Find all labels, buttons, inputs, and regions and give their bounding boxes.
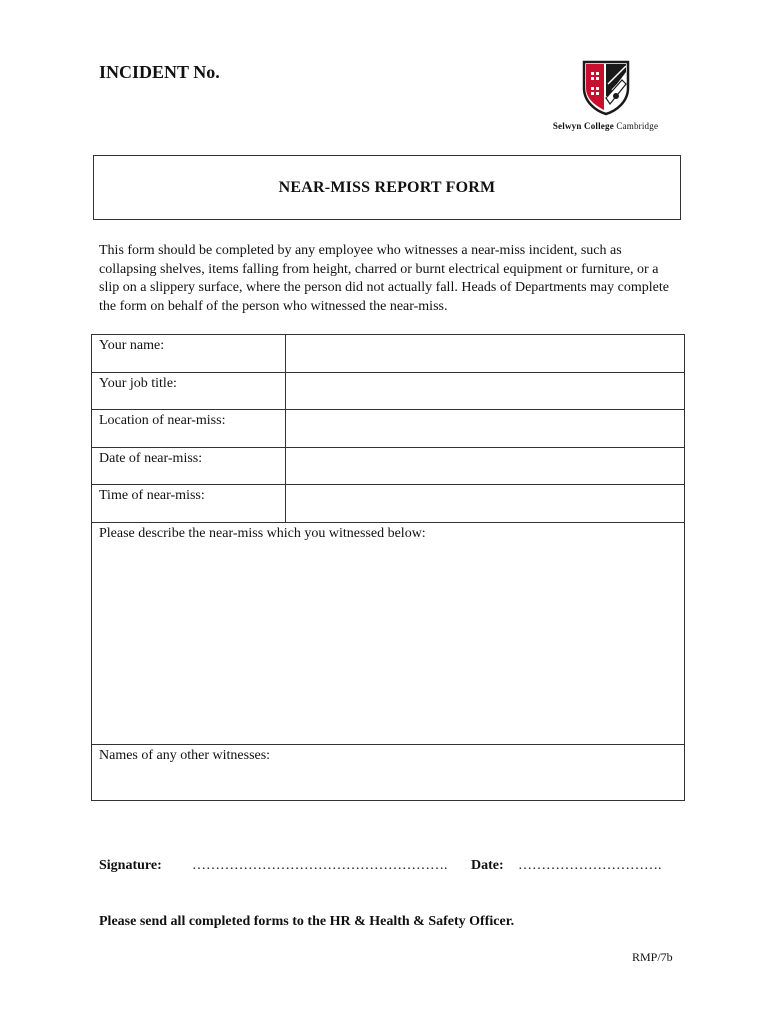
field-divider <box>285 485 286 522</box>
field-label-location: Location of near-miss: <box>99 413 226 428</box>
field-divider <box>285 410 286 447</box>
incident-number-label: INCIDENT No. <box>99 62 220 82</box>
college-name-bold: Selwyn College <box>552 121 614 131</box>
field-divider <box>285 335 286 372</box>
description-label: Please describe the near-miss which you witnessed below: <box>99 526 426 541</box>
signature-field[interactable]: ………………………………………………. <box>192 858 448 873</box>
form-title: NEAR-MISS REPORT FORM <box>278 178 496 196</box>
signature-label: Signature: <box>99 858 162 873</box>
send-instructions: Please send all completed forms to the HR & Health & Safety Officer. <box>99 914 515 929</box>
field-label-name: Your name: <box>99 338 165 353</box>
college-name-city: Cambridge <box>616 121 659 131</box>
signature-date-label: Date: <box>471 858 504 873</box>
field-row-location <box>92 410 684 448</box>
description-area[interactable] <box>92 523 684 745</box>
report-form-table <box>91 334 685 801</box>
college-logo <box>542 58 669 138</box>
field-divider <box>285 448 286 484</box>
field-label-time: Time of near-miss: <box>99 488 205 503</box>
field-label-job-title: Your job title: <box>99 376 177 391</box>
witnesses-area[interactable] <box>92 745 684 800</box>
signature-date-field[interactable]: …………………………. <box>518 858 662 873</box>
field-row-job-title <box>92 373 684 410</box>
field-row-time <box>92 485 684 523</box>
college-name <box>542 121 669 131</box>
document-reference: RMP/7b <box>632 950 673 964</box>
field-row-name <box>92 335 684 373</box>
field-row-date <box>92 448 684 485</box>
college-crest-icon <box>582 60 630 116</box>
field-divider <box>285 373 286 409</box>
field-label-date: Date of near-miss: <box>99 451 203 466</box>
witnesses-label: Names of any other witnesses: <box>99 748 271 763</box>
intro-paragraph: This form should be completed by any employee who witnesses a near-miss incident, such as collapsing shelves, items falling from height, charred or burnt electrical equipment or furniture, or a slip on a slippery surface, where the person did not actually fall. Heads of Departments may complete the form on behalf of the person who witnessed the near-miss. <box>99 243 669 314</box>
title-box <box>93 155 681 220</box>
